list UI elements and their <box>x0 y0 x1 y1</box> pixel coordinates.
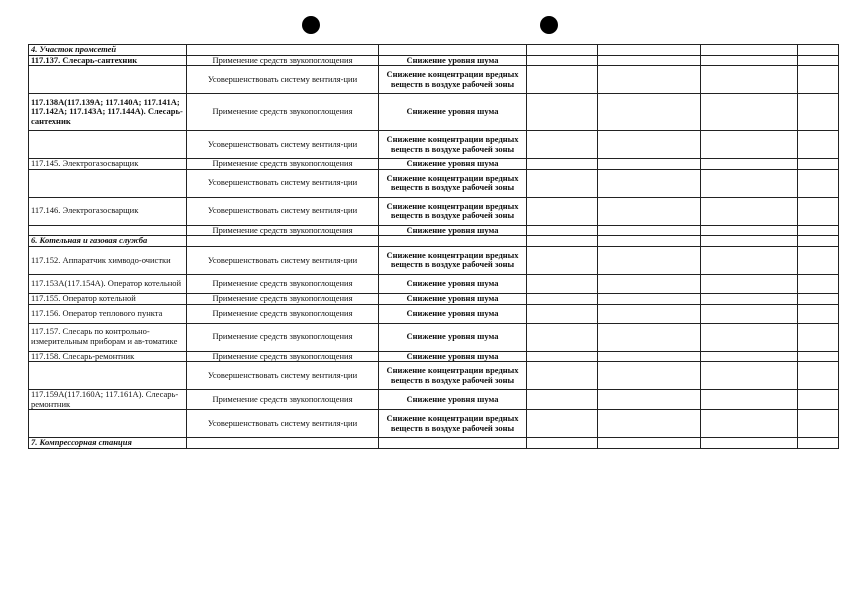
measure-cell: Применение средств звукопоглощения <box>187 225 379 236</box>
goal-cell: Снижение уровня шума <box>379 274 527 293</box>
workplace-cell: 117.152. Аппаратчик химводо-очистки <box>29 246 187 274</box>
measure-cell: Усовершенствовать систему вентиля-ции <box>187 362 379 390</box>
empty-cell <box>701 236 798 247</box>
goal-cell: Снижение концентрации вредных веществ в воздухе рабочей зоны <box>379 169 527 197</box>
empty-cell <box>527 410 598 438</box>
measure-cell <box>187 45 379 56</box>
section-row <box>29 45 839 56</box>
table-row <box>29 410 839 438</box>
table-row <box>29 323 839 351</box>
section-row <box>29 438 839 449</box>
empty-cell <box>598 410 701 438</box>
empty-cell <box>798 323 839 351</box>
empty-cell <box>598 197 701 225</box>
empty-cell <box>701 390 798 410</box>
workplace-cell: 7. Компрессорная станция <box>29 438 187 449</box>
table-row <box>29 351 839 362</box>
empty-cell <box>701 246 798 274</box>
empty-cell <box>701 45 798 56</box>
workplace-cell: 117.145. Электрогазосварщик <box>29 159 187 170</box>
goal-cell: Снижение уровня шума <box>379 94 527 131</box>
empty-cell <box>527 197 598 225</box>
table-row <box>29 390 839 410</box>
empty-cell <box>701 351 798 362</box>
empty-cell <box>527 94 598 131</box>
measure-cell: Усовершенствовать систему вентиля-ции <box>187 197 379 225</box>
section-row <box>29 236 839 247</box>
empty-cell <box>527 390 598 410</box>
empty-cell <box>798 304 839 323</box>
empty-cell <box>598 94 701 131</box>
goal-cell: Снижение концентрации вредных веществ в воздухе рабочей зоны <box>379 131 527 159</box>
goal-cell <box>379 236 527 247</box>
empty-cell <box>701 55 798 66</box>
empty-cell <box>701 438 798 449</box>
goal-cell: Снижение концентрации вредных веществ в воздухе рабочей зоны <box>379 66 527 94</box>
workplace-cell: 117.137. Слесарь-сантехник <box>29 55 187 66</box>
empty-cell <box>701 169 798 197</box>
table-row <box>29 246 839 274</box>
empty-cell <box>798 236 839 247</box>
empty-cell <box>701 159 798 170</box>
empty-cell <box>598 159 701 170</box>
empty-cell <box>701 225 798 236</box>
empty-cell <box>598 274 701 293</box>
empty-cell <box>701 66 798 94</box>
empty-cell <box>527 438 598 449</box>
measure-cell: Применение средств звукопоглощения <box>187 351 379 362</box>
table-row <box>29 293 839 304</box>
empty-cell <box>798 197 839 225</box>
workplace-cell <box>29 410 187 438</box>
workplace-cell: 117.156. Оператор теплового пункта <box>29 304 187 323</box>
measure-cell: Усовершенствовать систему вентиля-ции <box>187 66 379 94</box>
goal-cell: Снижение уровня шума <box>379 225 527 236</box>
empty-cell <box>701 410 798 438</box>
empty-cell <box>798 169 839 197</box>
goal-cell: Снижение уровня шума <box>379 304 527 323</box>
workplace-cell: 117.153А(117.154А). Оператор котельной <box>29 274 187 293</box>
workplace-cell <box>29 169 187 197</box>
empty-cell <box>598 66 701 94</box>
empty-cell <box>527 351 598 362</box>
empty-cell <box>798 438 839 449</box>
empty-cell <box>701 304 798 323</box>
empty-cell <box>527 323 598 351</box>
workplace-cell: 117.159А(117.160А; 117.161А). Слесарь-ремонтник <box>29 390 187 410</box>
empty-cell <box>598 362 701 390</box>
table-row <box>29 66 839 94</box>
empty-cell <box>798 246 839 274</box>
empty-cell <box>798 274 839 293</box>
workplace-cell: 6. Котельная и газовая служба <box>29 236 187 247</box>
workplace-cell: 4. Участок промсетей <box>29 45 187 56</box>
empty-cell <box>798 66 839 94</box>
goal-cell: Снижение концентрации вредных веществ в воздухе рабочей зоны <box>379 246 527 274</box>
table-row <box>29 197 839 225</box>
measure-cell: Применение средств звукопоглощения <box>187 390 379 410</box>
measure-cell: Применение средств звукопоглощения <box>187 55 379 66</box>
empty-cell <box>701 131 798 159</box>
empty-cell <box>701 323 798 351</box>
empty-cell <box>598 351 701 362</box>
goal-cell: Снижение уровня шума <box>379 351 527 362</box>
empty-cell <box>598 246 701 274</box>
empty-cell <box>527 246 598 274</box>
empty-cell <box>527 362 598 390</box>
measure-cell: Усовершенствовать систему вентиля-ции <box>187 246 379 274</box>
empty-cell <box>527 131 598 159</box>
empty-cell <box>527 304 598 323</box>
table-row <box>29 274 839 293</box>
empty-cell <box>798 410 839 438</box>
empty-cell <box>798 94 839 131</box>
measure-cell: Усовершенствовать систему вентиля-ции <box>187 131 379 159</box>
empty-cell <box>527 236 598 247</box>
table-row <box>29 94 839 131</box>
measure-cell: Применение средств звукопоглощения <box>187 304 379 323</box>
empty-cell <box>527 159 598 170</box>
goal-cell: Снижение концентрации вредных веществ в воздухе рабочей зоны <box>379 362 527 390</box>
empty-cell <box>527 293 598 304</box>
measure-cell: Применение средств звукопоглощения <box>187 94 379 131</box>
workplace-cell: 117.146. Электрогазосварщик <box>29 197 187 225</box>
empty-cell <box>527 274 598 293</box>
empty-cell <box>527 225 598 236</box>
empty-cell <box>598 390 701 410</box>
goal-cell: Снижение уровня шума <box>379 55 527 66</box>
workplace-cell: 117.155. Оператор котельной <box>29 293 187 304</box>
empty-cell <box>701 362 798 390</box>
empty-cell <box>598 225 701 236</box>
empty-cell <box>598 438 701 449</box>
empty-cell <box>798 159 839 170</box>
table-row <box>29 169 839 197</box>
table-row <box>29 225 839 236</box>
empty-cell <box>701 274 798 293</box>
measure-cell: Усовершенствовать систему вентиля-ции <box>187 169 379 197</box>
measure-cell: Применение средств звукопоглощения <box>187 323 379 351</box>
measure-cell: Усовершенствовать систему вентиля-ции <box>187 410 379 438</box>
measure-cell <box>187 438 379 449</box>
empty-cell <box>598 236 701 247</box>
workplace-cell <box>29 225 187 236</box>
table-row <box>29 362 839 390</box>
measure-cell: Применение средств звукопоглощения <box>187 293 379 304</box>
empty-cell <box>527 169 598 197</box>
goal-cell: Снижение уровня шума <box>379 390 527 410</box>
empty-cell <box>598 45 701 56</box>
empty-cell <box>598 323 701 351</box>
empty-cell <box>527 55 598 66</box>
empty-cell <box>527 66 598 94</box>
empty-cell <box>798 362 839 390</box>
workplace-cell <box>29 66 187 94</box>
empty-cell <box>598 55 701 66</box>
empty-cell <box>798 45 839 56</box>
empty-cell <box>798 390 839 410</box>
punch-hole-left <box>302 16 320 34</box>
workplace-cell: 117.158. Слесарь-ремонтник <box>29 351 187 362</box>
workplace-cell: 117.138А(117.139А; 117.140А; 117.141А; 117.142А; 117.143А; 117.144А). Слесарь-сантехник <box>29 94 187 131</box>
empty-cell <box>598 169 701 197</box>
empty-cell <box>701 293 798 304</box>
empty-cell <box>598 131 701 159</box>
empty-cell <box>798 351 839 362</box>
goal-cell: Снижение концентрации вредных веществ в воздухе рабочей зоны <box>379 410 527 438</box>
table-body <box>29 45 839 449</box>
empty-cell <box>798 225 839 236</box>
punch-hole-right <box>540 16 558 34</box>
workplace-cell <box>29 131 187 159</box>
table-row <box>29 55 839 66</box>
table-row <box>29 304 839 323</box>
measure-cell: Применение средств звукопоглощения <box>187 274 379 293</box>
workplace-cell: 117.157. Слесарь по контрольно-измерительным приборам и ав-томатике <box>29 323 187 351</box>
empty-cell <box>598 304 701 323</box>
measures-table <box>28 44 839 449</box>
empty-cell <box>798 55 839 66</box>
empty-cell <box>798 293 839 304</box>
table-row <box>29 131 839 159</box>
empty-cell <box>701 94 798 131</box>
goal-cell <box>379 45 527 56</box>
goal-cell <box>379 438 527 449</box>
goal-cell: Снижение уровня шума <box>379 159 527 170</box>
measure-cell <box>187 236 379 247</box>
empty-cell <box>798 131 839 159</box>
empty-cell <box>527 45 598 56</box>
table-row <box>29 159 839 170</box>
goal-cell: Снижение концентрации вредных веществ в воздухе рабочей зоны <box>379 197 527 225</box>
empty-cell <box>598 293 701 304</box>
measure-cell: Применение средств звукопоглощения <box>187 159 379 170</box>
empty-cell <box>701 197 798 225</box>
goal-cell: Снижение уровня шума <box>379 323 527 351</box>
goal-cell: Снижение уровня шума <box>379 293 527 304</box>
workplace-cell <box>29 362 187 390</box>
